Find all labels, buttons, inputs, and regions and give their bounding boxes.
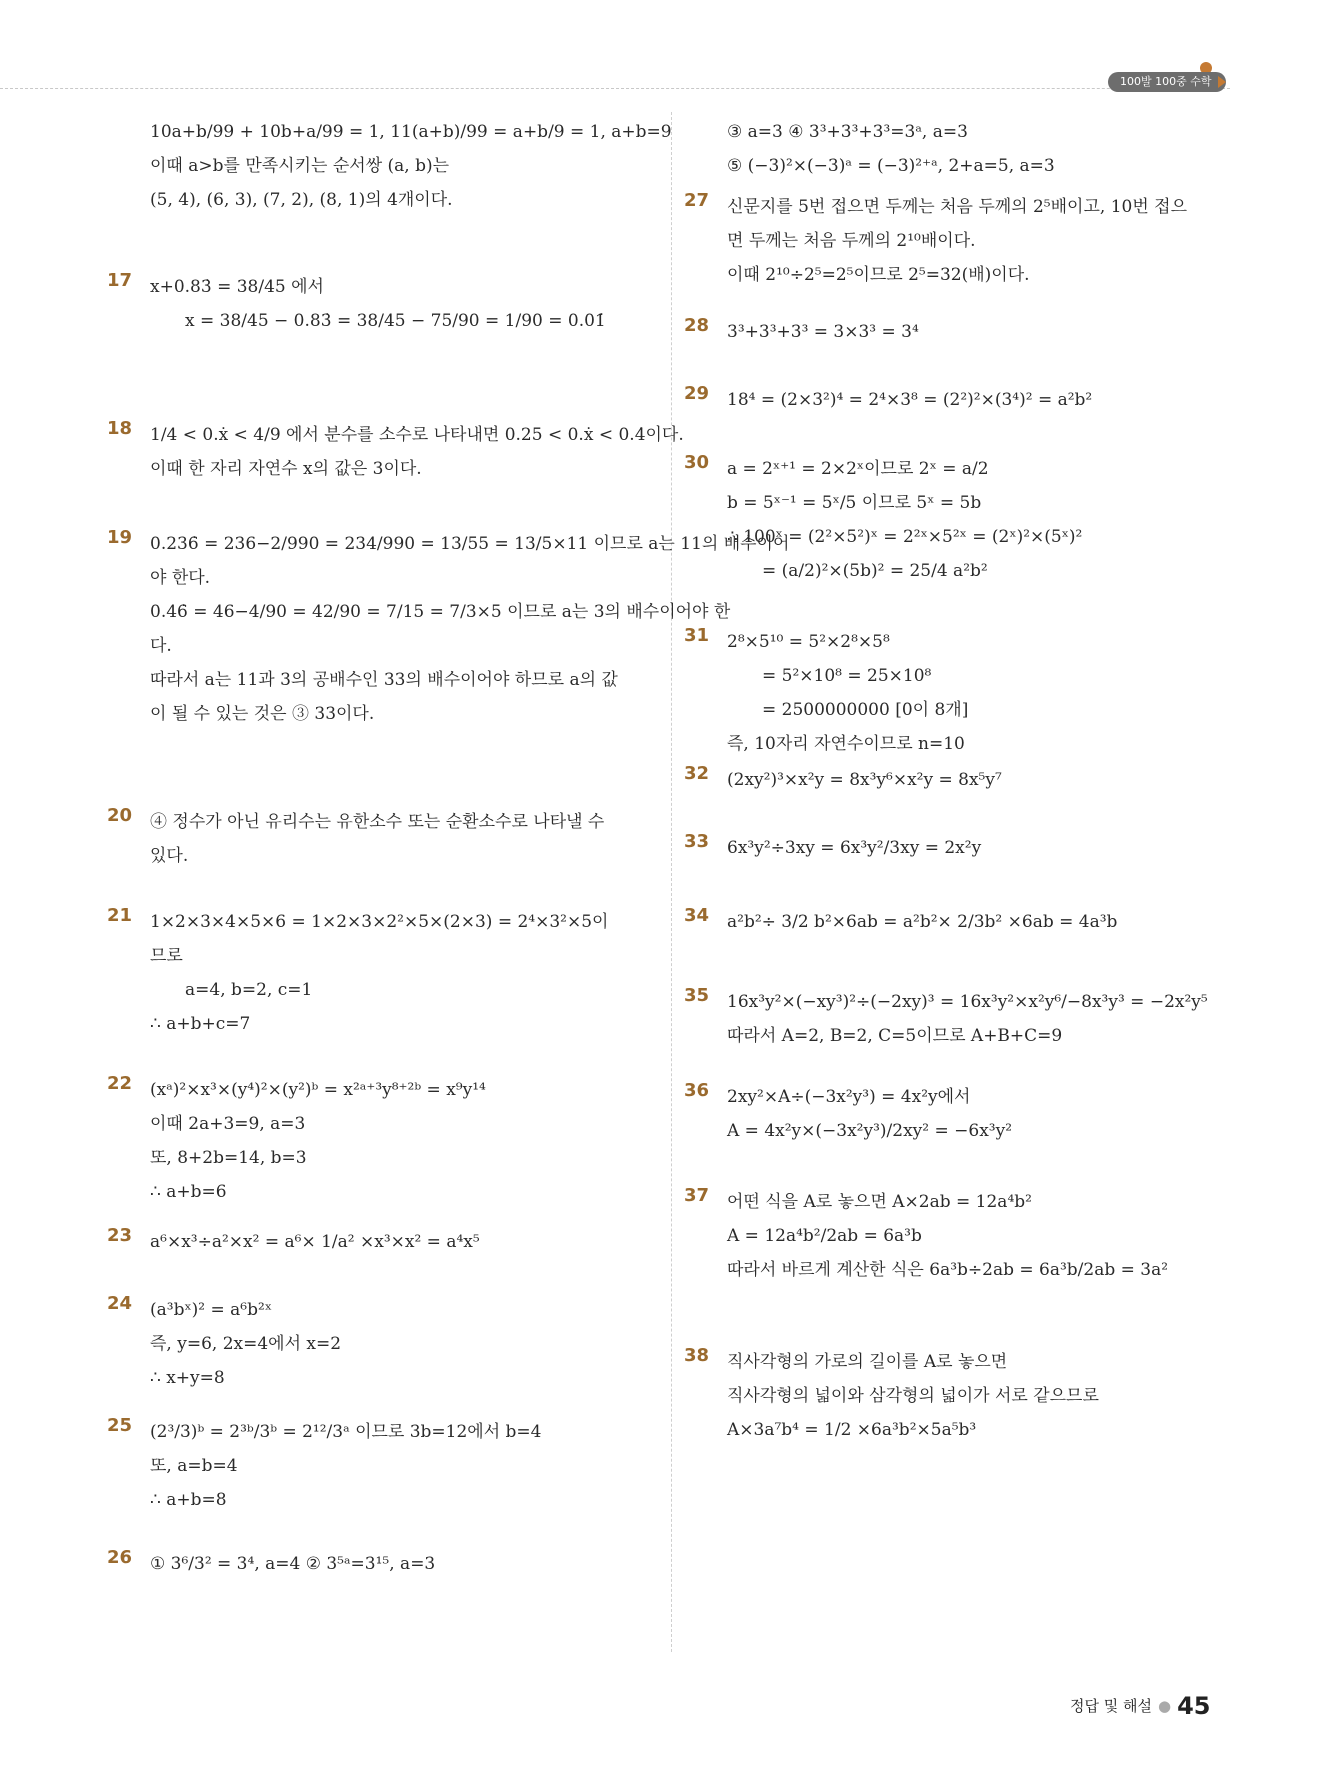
problem-number: 21 [107,905,133,926]
problem-number: 26 [107,1547,133,1568]
problem-30 [684,452,1237,588]
problem-20 [107,805,660,873]
problem-number: 33 [684,831,710,852]
solution-line: 므로 [150,946,183,966]
solution-line: b = 5ˣ⁻¹ = 5ˣ/5 이므로 5ˣ = 5b [727,493,982,513]
problem-number: 20 [107,805,133,826]
solution-line: 6x³y²÷3xy = 6x³y²/3xy = 2x²y [727,838,982,858]
solution-line: 18⁴ = (2×3²)⁴ = 2⁴×3⁸ = (2²)²×(3⁴)² = a²b² [727,390,1093,410]
solution-line: 어떤 식을 A로 놓으면 A×2ab = 12a⁴b² [727,1192,1032,1212]
solution-line: 따라서 A=2, B=2, C=5이므로 A+B+C=9 [727,1026,1063,1046]
solution-line: = (a/2)²×(5b)² = 25/4 a²b² [762,561,988,581]
solution-line: ① 3⁶/3² = 3⁴, a=4 ② 3⁵ᵃ=3¹⁵, a=3 [150,1554,436,1574]
problem-number: 24 [107,1293,133,1314]
footer-label: 정답 및 해설 [1070,1697,1152,1715]
problem-number: 30 [684,452,710,473]
problem-24 [107,1293,660,1395]
header-arrow-icon [1218,76,1226,88]
solution-line: 따라서 a는 11과 3의 공배수인 33의 배수이어야 하므로 a의 값 [150,670,618,690]
solution-line: 있다. [150,846,189,866]
solution-line: a = 2ˣ⁺¹ = 2×2ˣ이므로 2ˣ = a/2 [727,459,989,479]
solution-line: 16x³y²×(−xy³)²÷(−2xy)³ = 16x³y²×x²y⁶/−8x³y³ = −2x²y⁵ [727,992,1208,1012]
problem-34 [684,905,1237,939]
problem-cont-left [120,115,672,217]
solution-line: a²b²÷ 3/2 b²×6ab = a²b²× 2/3b² ×6ab = 4a³b [727,912,1118,932]
solution-line: ∴ a+b=8 [150,1490,227,1510]
problem-17 [107,270,660,338]
solution-line: 0.236̇ = 236−2/990 = 234/990 = 13/55 = 13/5×11 이므로 a는 11의 배수이어 [150,534,790,554]
problem-number: 18 [107,418,133,439]
problem-26 [107,1547,660,1581]
problem-number: 17 [107,270,133,291]
problem-cont-right [697,115,1237,183]
problem-number: 29 [684,383,710,404]
solution-line: 신문지를 5번 접으면 두께는 처음 두께의 2⁵배이고, 10번 접으 [727,197,1187,217]
solution-line: 2⁸×5¹⁰ = 5²×2⁸×5⁸ [727,632,890,652]
series-tag: 100발 100중 수학 [1108,72,1226,92]
solution-line: x+0.83̇ = 38/45 에서 [150,277,324,297]
solution-line: 또, 8+2b=14, b=3 [150,1148,307,1168]
solution-line: = 5²×10⁸ = 25×10⁸ [762,666,932,686]
problem-28 [684,315,1237,349]
solution-line: 즉, 10자리 자연수이므로 n=10 [727,734,965,754]
solution-line: a⁶×x³÷a²×x² = a⁶× 1/a² ×x³×x² = a⁴x⁵ [150,1232,480,1252]
problem-number: 32 [684,763,710,784]
problem-36 [684,1080,1237,1148]
problem-35 [684,985,1237,1053]
solution-line: ∴ a+b=6 [150,1182,227,1202]
problem-number: 28 [684,315,710,336]
solution-line: ∴ 100ˣ = (2²×5²)ˣ = 2²ˣ×5²ˣ = (2ˣ)²×(5ˣ)² [727,527,1083,547]
problem-number: 36 [684,1080,710,1101]
solution-line: 직사각형의 넓이와 삼각형의 넓이가 서로 같으므로 [727,1386,1099,1406]
page-footer [1070,1692,1211,1720]
solution-line: (a³bˣ)² = a⁶b²ˣ [150,1300,273,1320]
problem-37 [684,1185,1237,1287]
problem-number: 23 [107,1225,133,1246]
header-rule [0,88,1230,89]
solution-line: 이때 a>b를 만족시키는 순서쌍 (a, b)는 [150,156,450,176]
solution-line: A = 12a⁴b²/2ab = 6a³b [727,1226,922,1246]
problem-21 [107,905,660,1041]
solution-line: (2xy²)³×x²y = 8x³y⁶×x²y = 8x⁵y⁷ [727,770,1002,790]
solution-line: 이때 2a+3=9, a=3 [150,1114,306,1134]
solution-line: 3³+3³+3³ = 3×3³ = 3⁴ [727,322,919,342]
problem-33 [684,831,1237,865]
solution-line: ④ 정수가 아닌 유리수는 유한소수 또는 순환소수로 나타낼 수 [150,812,605,832]
footer-dot-icon: ● [1158,1697,1172,1715]
solution-line: (2³/3)ᵇ = 2³ᵇ/3ᵇ = 2¹²/3ᵃ 이므로 3b=12에서 b=4 [150,1422,542,1442]
solution-line: 면 두께는 처음 두께의 2¹⁰배이다. [727,231,976,251]
solution-line: 1×2×3×4×5×6 = 1×2×3×2²×5×(2×3) = 2⁴×3²×5이 [150,912,609,932]
solution-line: x = 38/45 − 0.83̇ = 38/45 − 75/90 = 1/90 = 0.01̇ [185,311,606,331]
problem-number: 35 [684,985,710,1006]
solution-line: (xᵃ)²×x³×(y⁴)²×(y²)ᵇ = x²ᵃ⁺³y⁸⁺²ᵇ = x⁹y¹⁴ [150,1080,486,1100]
solution-line: ∴ a+b+c=7 [150,1014,251,1034]
solution-line: a=4, b=2, c=1 [185,980,313,1000]
solution-line: 직사각형의 가로의 길이를 A로 놓으면 [727,1352,1008,1372]
problem-22 [107,1073,660,1209]
solution-line: 야 한다. [150,568,211,588]
solution-line: 즉, y=6, 2x=4에서 x=2 [150,1334,342,1354]
problem-number: 22 [107,1073,133,1094]
problem-number: 37 [684,1185,710,1206]
solution-line: 다. [150,636,172,656]
solution-line: A = 4x²y×(−3x²y³)/2xy² = −6x³y² [727,1121,1013,1141]
problem-number: 34 [684,905,710,926]
solution-line: 10a+b/99 + 10b+a/99 = 1, 11(a+b)/99 = a+b/9 = 1, a+b=9 [150,122,672,142]
solution-line: A×3a⁷b⁴ = 1/2 ×6a³b²×5a⁵b³ [727,1420,977,1440]
problem-32 [684,763,1237,797]
problem-18 [107,418,684,486]
problem-23 [107,1225,660,1259]
problem-number: 38 [684,1345,710,1366]
solution-line: ∴ x+y=8 [150,1368,225,1388]
solution-line: = 2500000000 [0이 8개] [762,700,969,720]
problem-29 [684,383,1237,417]
solution-line: 2xy²×A÷(−3x²y³) = 4x²y에서 [727,1087,971,1107]
problem-number: 25 [107,1415,133,1436]
solution-line: (5, 4), (6, 3), (7, 2), (8, 1)의 4개이다. [150,190,453,210]
problem-27 [684,190,1237,292]
solution-line: 이때 한 자리 자연수 x의 값은 3이다. [150,459,422,479]
problem-number: 31 [684,625,710,646]
problem-38 [684,1345,1237,1447]
solution-line: ③ a=3 ④ 3³+3³+3³=3ᵃ, a=3 [727,122,968,142]
solution-line: ⑤ (−3)²×(−3)ᵃ = (−3)²⁺ᵃ, 2+a=5, a=3 [727,156,1055,176]
column-divider [671,112,672,1652]
solution-line: 0.46̇ = 46−4/90 = 42/90 = 7/15 = 7/3×5 이므로 a는 3의 배수이어야 한 [150,602,731,622]
solution-line: 이 될 수 있는 것은 ③ 33이다. [150,704,375,724]
solution-line: 또, a=b=4 [150,1456,238,1476]
problem-number: 27 [684,190,710,211]
solution-line: 이때 2¹⁰÷2⁵=2⁵이므로 2⁵=32(배)이다. [727,265,1030,285]
solution-line: 따라서 바르게 계산한 식은 6a³b÷2ab = 6a³b/2ab = 3a² [727,1260,1169,1280]
page-number: 45 [1177,1692,1211,1720]
problem-number: 19 [107,527,133,548]
problem-25 [107,1415,660,1517]
problem-31 [684,625,1237,761]
solution-line: 1/4 < 0.ẋ < 4/9 에서 분수를 소수로 나타내면 0.25 < 0.ẋ < 0.4̇이다. [150,425,684,445]
